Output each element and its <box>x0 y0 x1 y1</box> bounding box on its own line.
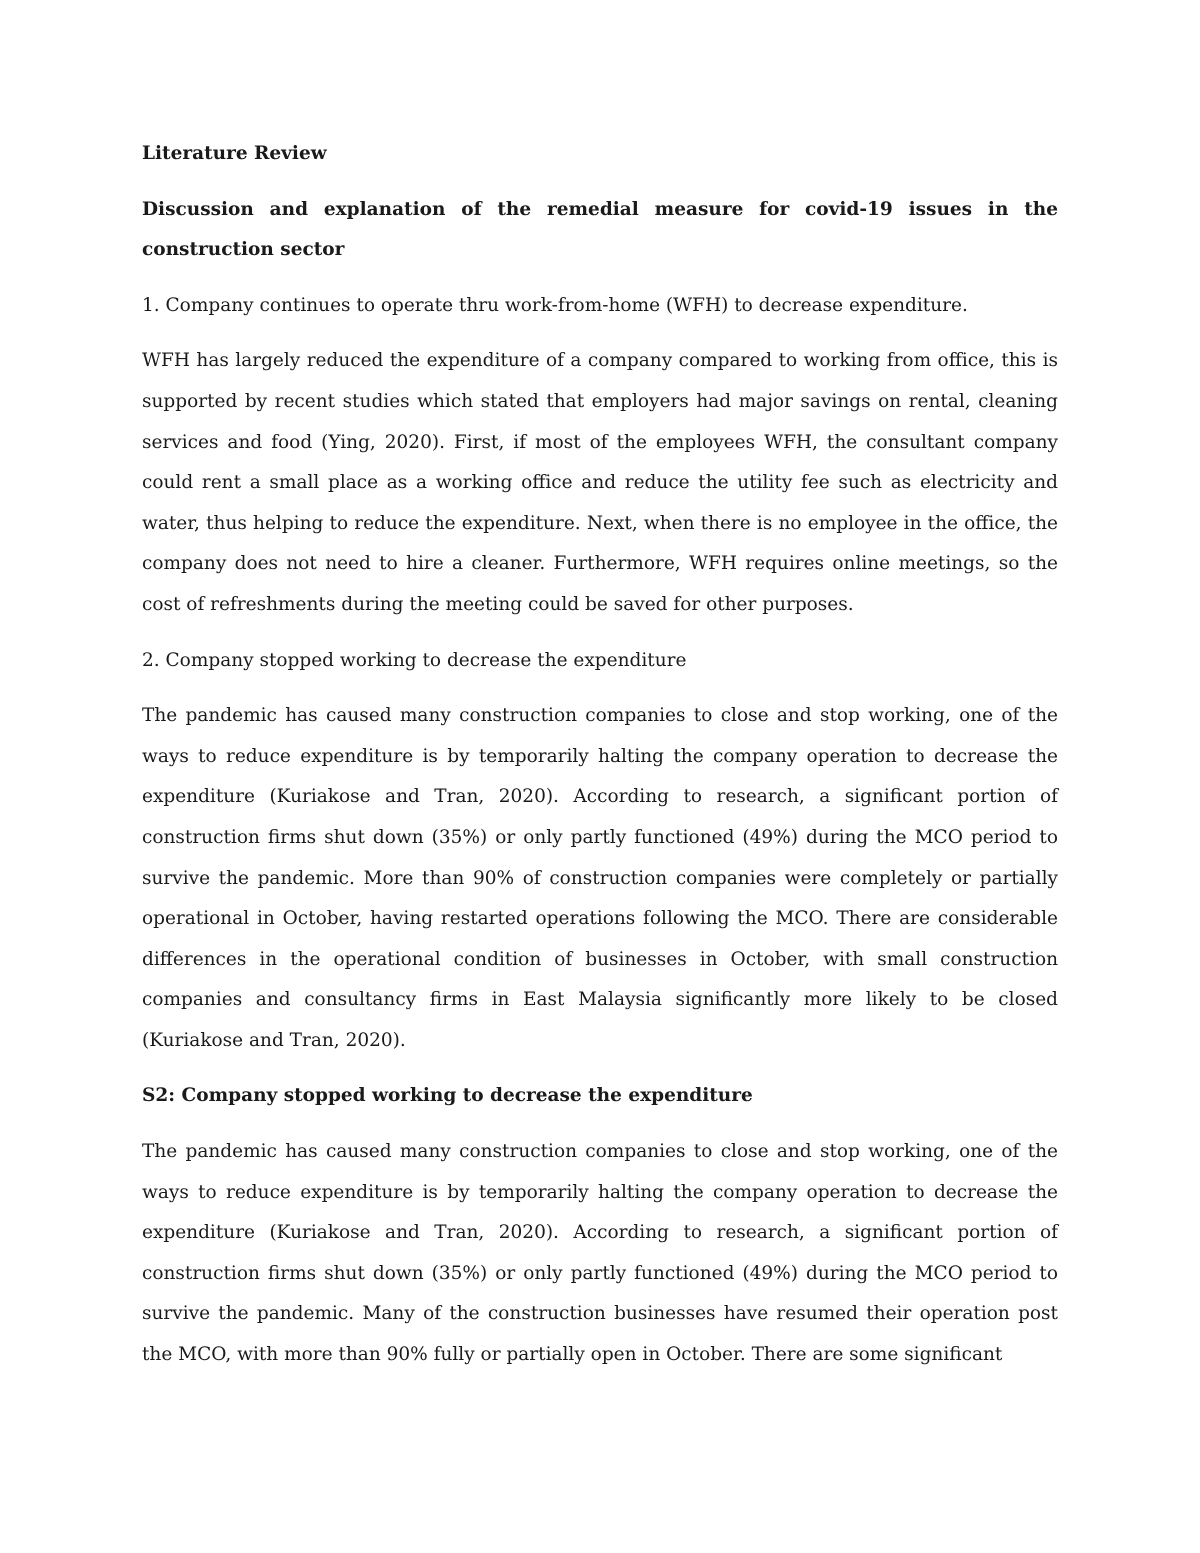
document-subtitle: Discussion and explanation of the remedial measure for covid-19 issues in the construction sector <box>142 198 1058 261</box>
item2-paragraph: The pandemic has caused many construction companies to close and stop working, one of the ways to reduce expenditure is by temporarily halting the company operation to decrease the expenditure (Kuriakose and Tran, 2020). According to research, a significant portion of construction firms shut down (35%) or only partly functioned (49%) during the MCO period to survive the pandemic. More than 90% of construction companies were completely or partially operational in October, having restarted operations following the MCO. There are considerable differences in the operational condition of businesses in October, with small construction companies and consultancy firms in East Malaysia significantly more likely to be closed (Kuriakose and Tran, 2020). <box>142 705 1058 1051</box>
s2-heading: S2: Company stopped working to decrease the expenditure <box>142 1085 753 1107</box>
item1-heading: 1. Company continues to operate thru work-from-home (WFH) to decrease expenditure. <box>142 294 968 316</box>
document-page <box>142 134 1058 1391</box>
item2-heading: 2. Company stopped working to decrease the expenditure <box>142 649 687 671</box>
document-title: Literature Review <box>142 143 327 164</box>
item1-paragraph: WFH has largely reduced the expenditure of a company compared to working from office, this is supported by recent studies which stated that employers had major savings on rental, cleaning services and food (Ying, 2020). First, if most of the employees WFH, the consultant company could rent a small place as a working office and reduce the utility fee such as electricity and water, thus helping to reduce the expenditure. Next, when there is no employee in the office, the company does not need to hire a cleaner. Furthermore, WFH requires online meetings, so the cost of refreshments during the meeting could be saved for other purposes. <box>142 350 1058 615</box>
s2-paragraph: The pandemic has caused many construction companies to close and stop working, one of the ways to reduce expenditure is by temporarily halting the company operation to decrease the expenditure (Kuriakose and Tran, 2020). According to research, a significant portion of construction firms shut down (35%) or only partly functioned (49%) during the MCO period to survive the pandemic. Many of the construction businesses have resumed their operation post the MCO, with more than 90% fully or partially open in October. There are some significant <box>142 1141 1058 1366</box>
